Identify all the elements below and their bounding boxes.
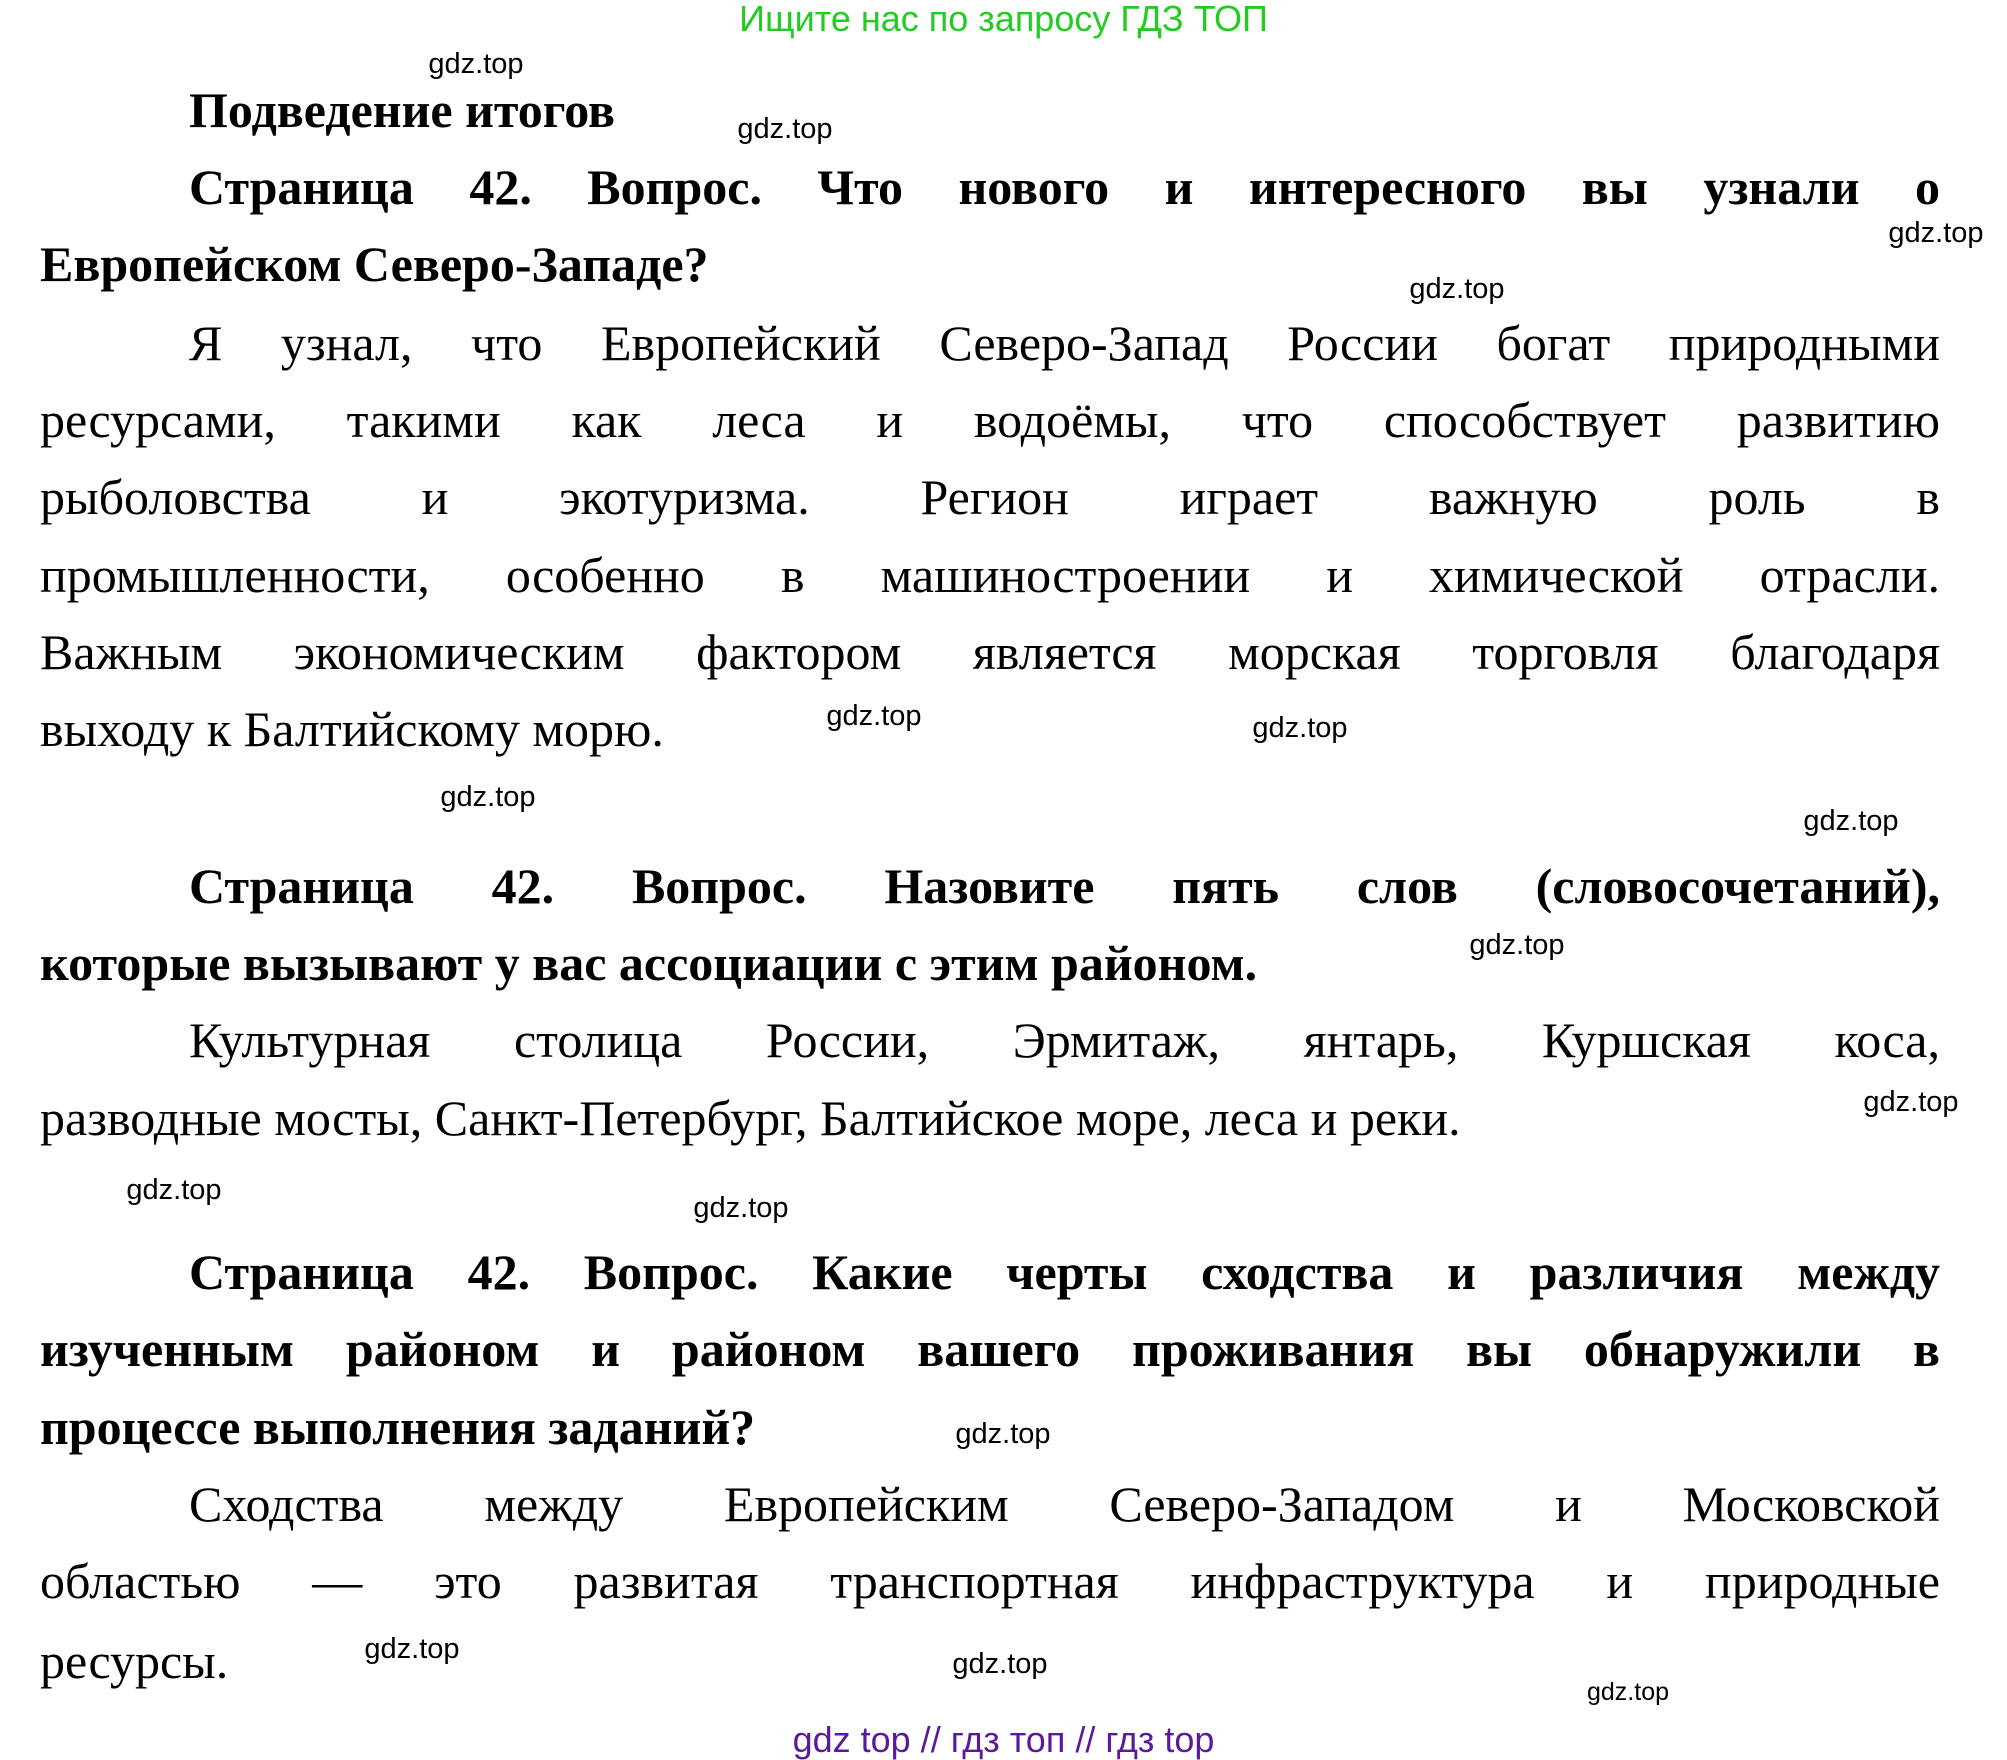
watermark: gdz.top bbox=[428, 48, 524, 80]
question-3-line: процессе выполнения заданий? bbox=[40, 1399, 756, 1455]
watermark: gdz.top bbox=[440, 781, 536, 813]
answer-1-line: ресурсами, такими как леса и водоёмы, что способствует развитию bbox=[40, 392, 1940, 448]
watermark: gdz.top bbox=[737, 113, 833, 145]
answer-2-line: Культурная столица России, Эрмитаж, янтарь, Куршская коса, bbox=[189, 1012, 1940, 1068]
watermark: gdz.top bbox=[693, 1192, 789, 1224]
answer-1-line: Важным экономическим фактором является морская торговля благодаря bbox=[40, 624, 1940, 680]
watermark: gdz.top bbox=[1888, 217, 1984, 249]
watermark: gdz.top bbox=[826, 700, 922, 732]
watermark: gdz.top bbox=[1252, 712, 1348, 744]
watermark: gdz.top bbox=[952, 1648, 1048, 1680]
watermark: gdz.top bbox=[1409, 273, 1505, 305]
question-1-line: Европейском Северо-Западе? bbox=[40, 236, 709, 292]
question-1-line: Страница 42. Вопрос. Что нового и интересного вы узнали о bbox=[189, 159, 1940, 215]
watermark: gdz.top bbox=[1469, 929, 1565, 961]
answer-2-line: разводные мосты, Санкт-Петербург, Балтийское море, леса и реки. bbox=[40, 1090, 1461, 1146]
watermark: gdz.top bbox=[1803, 805, 1899, 837]
question-2-line: которые вызывают у вас ассоциации с этим районом. bbox=[40, 935, 1258, 991]
footer-links[interactable]: gdz top // гдз топ // гдз top bbox=[792, 1719, 1215, 1760]
answer-1-line: Я узнал, что Европейский Северо-Запад России богат природными bbox=[189, 315, 1940, 371]
answer-1-line: рыболовства и экотуризма. Регион играет важную роль в bbox=[40, 469, 1940, 525]
watermark: gdz.top bbox=[1863, 1086, 1959, 1118]
answer-1-line: промышленности, особенно в машиностроении и химической отрасли. bbox=[40, 547, 1940, 603]
answer-3-line: ресурсы. bbox=[40, 1633, 229, 1689]
watermark: gdz.top bbox=[1586, 1678, 1670, 1706]
question-2-line: Страница 42. Вопрос. Назовите пять слов (словосочетаний), bbox=[189, 858, 1940, 914]
section-heading: Подведение итогов bbox=[189, 82, 616, 138]
answer-3-line: Сходства между Европейским Северо-Западом и Московской bbox=[189, 1476, 1940, 1532]
question-3-line: Страница 42. Вопрос. Какие черты сходства и различия между bbox=[189, 1244, 1940, 1300]
search-banner: Ищите нас по запросу ГДЗ ТОП bbox=[739, 0, 1268, 39]
answer-3-line: областью — это развитая транспортная инфраструктура и природные bbox=[40, 1553, 1940, 1609]
answer-1-line: выходу к Балтийскому морю. bbox=[40, 701, 664, 757]
watermark: gdz.top bbox=[955, 1418, 1051, 1450]
watermark: gdz.top bbox=[364, 1633, 460, 1665]
question-3-line: изученным районом и районом вашего проживания вы обнаружили в bbox=[40, 1321, 1940, 1377]
watermark: gdz.top bbox=[126, 1174, 222, 1206]
